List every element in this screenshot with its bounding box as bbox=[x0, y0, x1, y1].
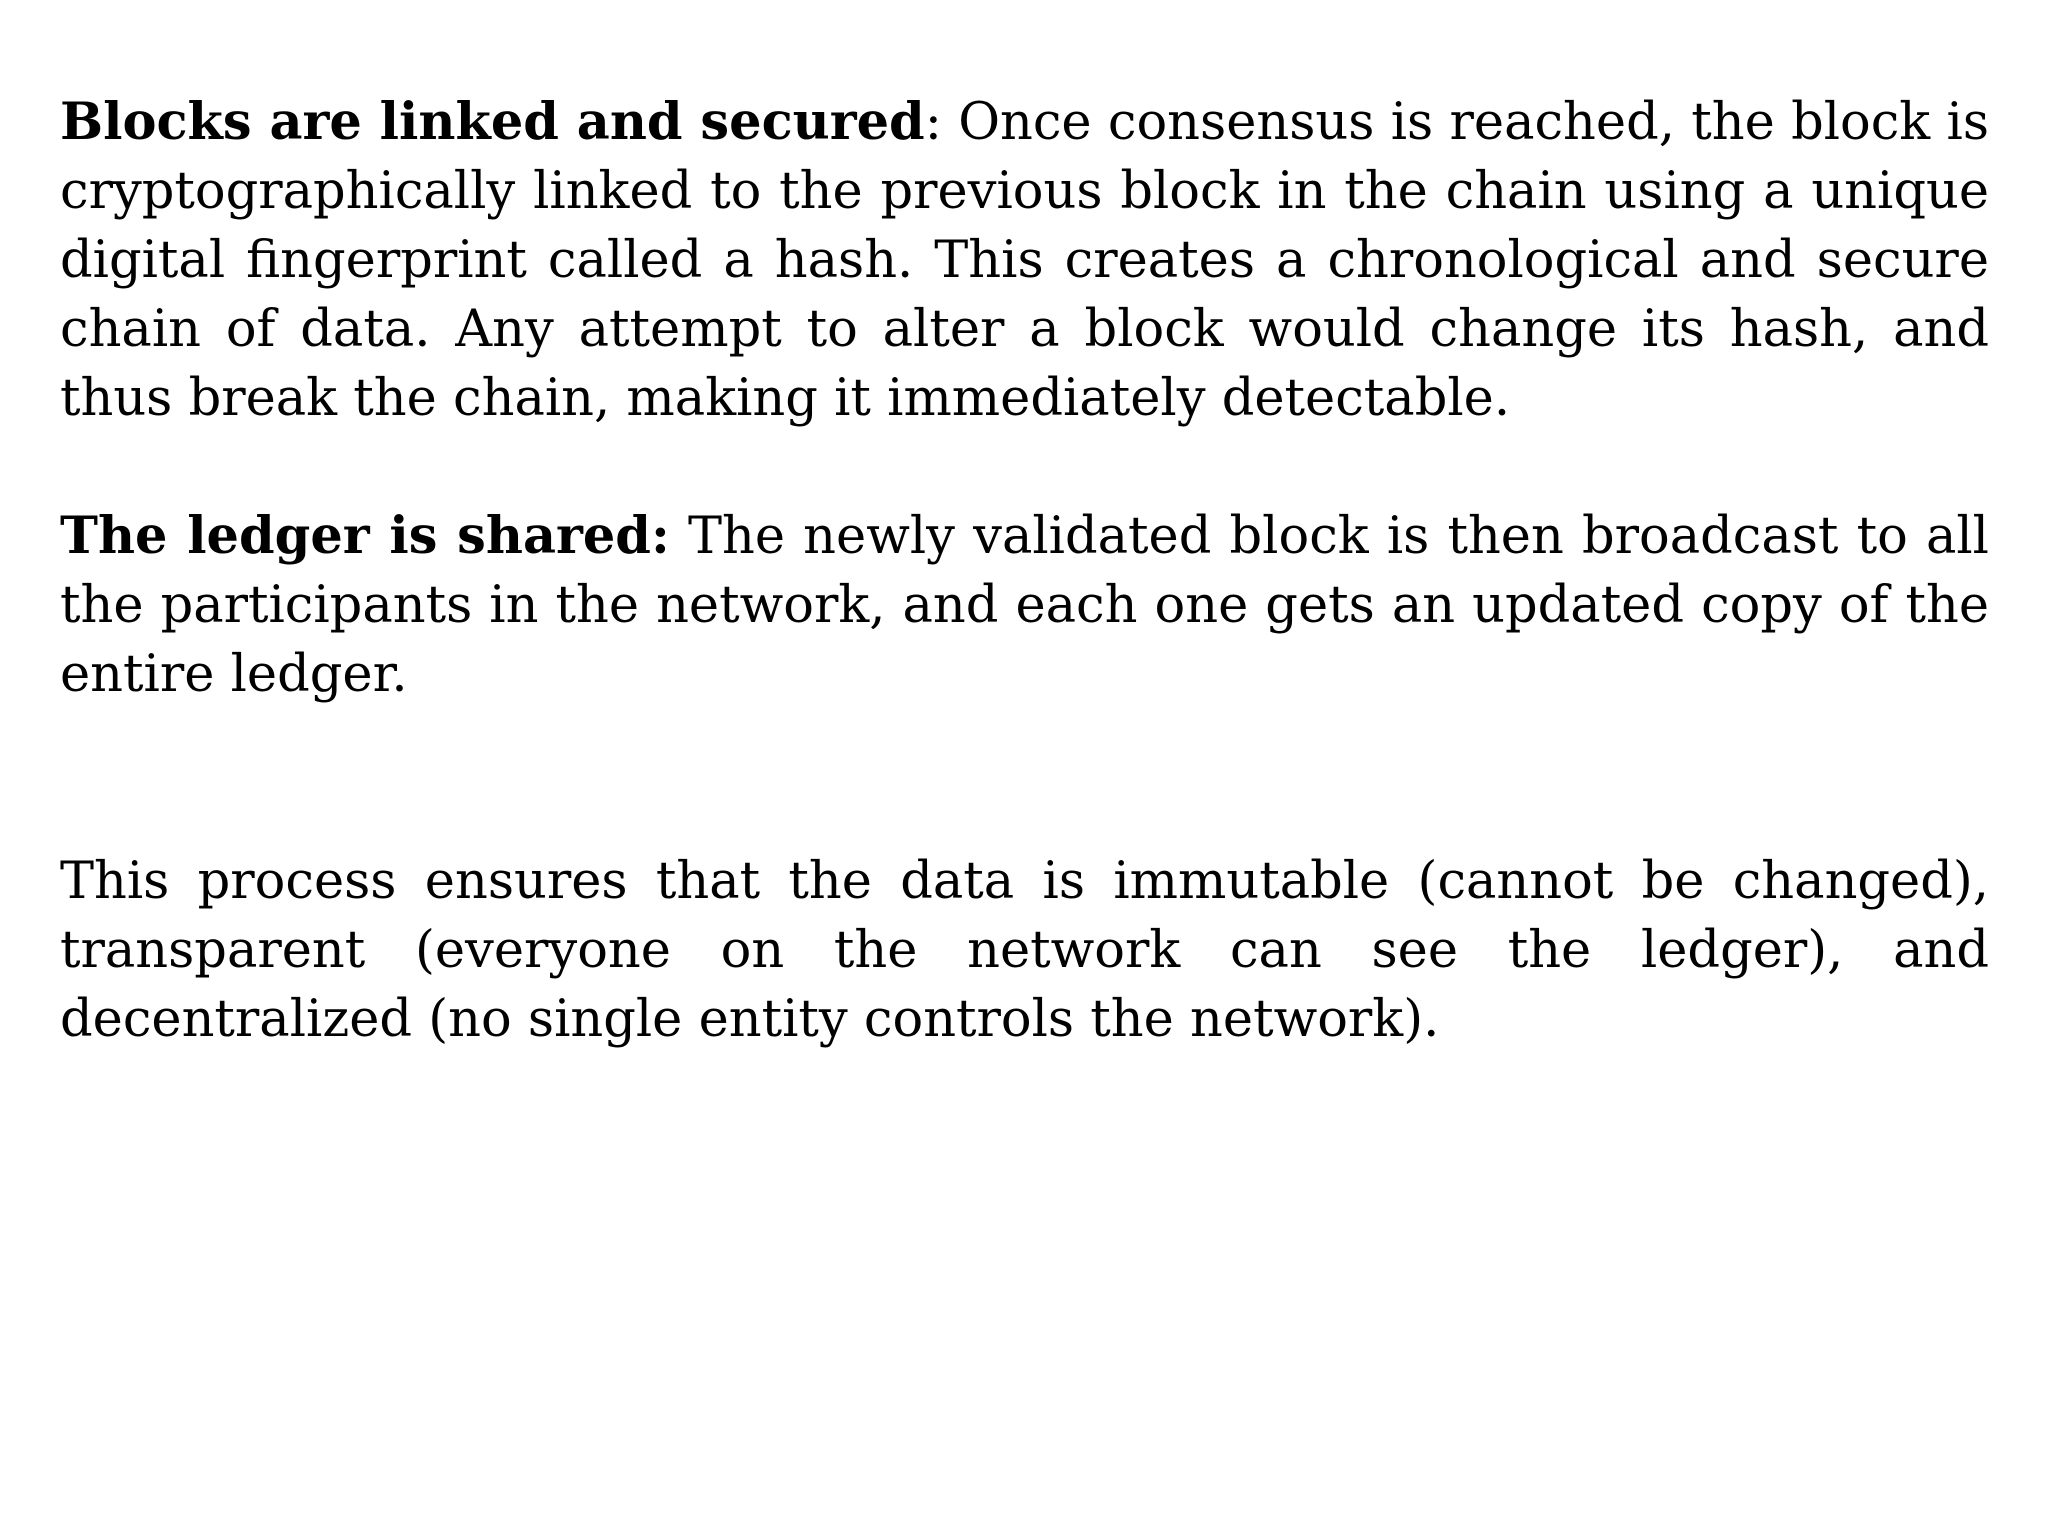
paragraph-heading-ledger-shared: The ledger is shared: bbox=[60, 506, 670, 566]
paragraph-body-process-summary: This process ensures that the data is immutable (cannot be changed), transparent (everyone on the network can see the ledger), and decentralized (no single entity controls the network). bbox=[60, 852, 1989, 1049]
paragraph-ledger-shared bbox=[60, 502, 1989, 709]
document-page bbox=[60, 88, 1989, 1054]
paragraph-heading-blocks-linked: Blocks are linked and secured bbox=[60, 92, 925, 152]
paragraph-body-blocks-linked: : Once consensus is reached, the block is cryptographically linked to the previous block in the chain using a unique digital fingerprint called a hash. This creates a chronological and secure chain of data. Any attempt to alter a block would change its hash, and thus break the chain, making it immediately detectable. bbox=[60, 93, 1989, 428]
paragraph-body-ledger-shared: The newly validated block is then broadcast to all the participants in the network, and each one gets an updated copy of the entire ledger. bbox=[60, 507, 1989, 704]
paragraph-process-summary bbox=[60, 847, 1989, 1054]
paragraph-blocks-linked bbox=[60, 88, 1989, 433]
